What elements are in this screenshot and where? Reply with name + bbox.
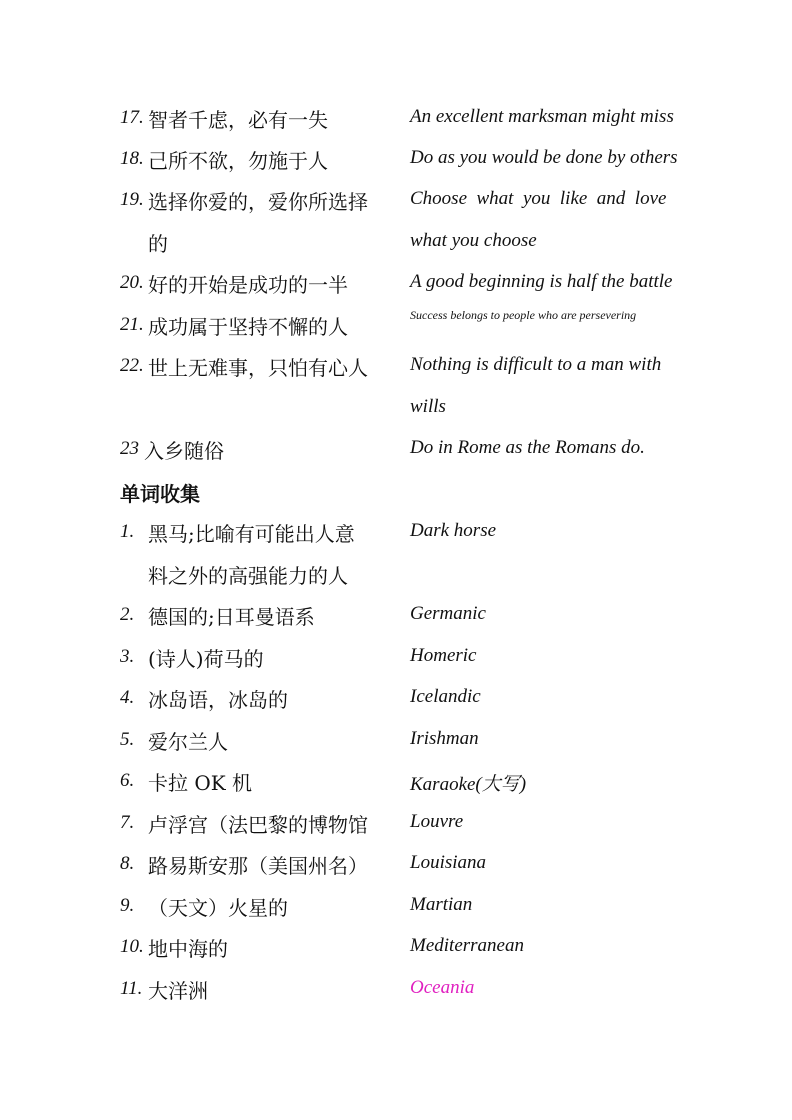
english-text: Louisiana bbox=[410, 852, 487, 873]
chinese-text: 好的开始是成功的一半 bbox=[148, 273, 348, 297]
chinese-text: 德国的;日耳曼语系 bbox=[148, 605, 315, 629]
vocab-row bbox=[0, 764, 792, 796]
english-text: A good beginning is half the battle bbox=[410, 271, 673, 292]
proverb-row bbox=[0, 349, 792, 381]
proverb-row bbox=[0, 101, 792, 133]
item-number: 20. bbox=[120, 272, 144, 293]
chinese-text: 黑马;比喻有可能出人意 bbox=[148, 522, 355, 546]
chinese-text: 卡拉 OK 机 bbox=[148, 771, 253, 795]
item-number: 3. bbox=[120, 646, 135, 667]
english-text: Martian bbox=[410, 894, 473, 915]
chinese-text: 智者千虑，必有一失 bbox=[148, 108, 328, 132]
item-number: 21. bbox=[120, 314, 144, 335]
chinese-text: （天文）火星的 bbox=[148, 896, 288, 920]
proverb-row bbox=[0, 183, 792, 215]
english-text: Do as you would be done by others bbox=[410, 147, 678, 168]
chinese-text: 大洋洲 bbox=[148, 979, 208, 1003]
chinese-text-continued: 料之外的高强能力的人 bbox=[148, 564, 348, 588]
vocab-row bbox=[0, 515, 792, 547]
item-number: 9. bbox=[120, 895, 135, 916]
english-text: Mediterranean bbox=[410, 935, 524, 956]
english-text: Choose what you like and love bbox=[410, 188, 667, 209]
item-number: 23 bbox=[120, 438, 139, 459]
chinese-text: (诗人)荷马的 bbox=[148, 647, 264, 671]
chinese-text: 地中海的 bbox=[148, 937, 228, 961]
english-text: Icelandic bbox=[410, 686, 481, 707]
item-number: 5. bbox=[120, 729, 135, 750]
chinese-text: 选择你爱的，爱你所选择 bbox=[148, 190, 368, 214]
chinese-text: 卢浮宫（法巴黎的博物馆 bbox=[148, 813, 368, 837]
english-text: An excellent marksman might miss bbox=[410, 106, 674, 127]
item-number: 8. bbox=[120, 853, 135, 874]
item-number: 1. bbox=[120, 521, 135, 542]
item-number: 2. bbox=[120, 604, 135, 625]
vocab-row bbox=[0, 640, 792, 672]
english-text-continued: what you choose bbox=[410, 230, 537, 251]
vocab-row bbox=[0, 889, 792, 921]
item-number: 17. bbox=[120, 107, 144, 128]
chinese-text: 入乡随俗 bbox=[144, 439, 224, 463]
proverb-row bbox=[0, 142, 792, 174]
english-text-continued: wills bbox=[410, 396, 446, 417]
item-number: 22. bbox=[120, 355, 144, 376]
vocab-row bbox=[0, 972, 792, 1004]
vocab-row bbox=[0, 723, 792, 755]
proverb-row bbox=[0, 266, 792, 298]
english-text: Germanic bbox=[410, 603, 486, 624]
english-text: Homeric bbox=[410, 645, 477, 666]
english-text: Dark horse bbox=[410, 520, 497, 541]
section-heading: 单词收集 bbox=[120, 482, 200, 506]
english-text: Irishman bbox=[410, 728, 479, 749]
proverb-row bbox=[0, 308, 792, 340]
vocab-row bbox=[0, 806, 792, 838]
english-text: Do in Rome as the Romans do. bbox=[410, 437, 645, 458]
item-number: 19. bbox=[120, 189, 144, 210]
chinese-text: 世上无难事，只怕有心人 bbox=[148, 356, 368, 380]
proverb-row-continuation bbox=[0, 225, 792, 257]
english-text: Karaoke(大写) bbox=[410, 774, 527, 795]
item-number: 4. bbox=[120, 687, 135, 708]
english-text: Success belongs to people who are persevering bbox=[410, 308, 637, 322]
chinese-text: 路易斯安那（美国州名） bbox=[148, 854, 368, 878]
vocab-row bbox=[0, 847, 792, 879]
item-number: 18. bbox=[120, 148, 144, 169]
vocab-row bbox=[0, 598, 792, 630]
chinese-text: 爱尔兰人 bbox=[148, 730, 228, 754]
english-text-highlighted: Oceania bbox=[410, 977, 475, 998]
vocab-row-continuation bbox=[0, 557, 792, 589]
english-text: Nothing is difficult to a man with bbox=[410, 354, 662, 375]
vocab-row bbox=[0, 681, 792, 713]
vocab-row bbox=[0, 930, 792, 962]
proverb-row-continuation bbox=[0, 391, 792, 423]
item-number: 10. bbox=[120, 936, 144, 957]
chinese-text: 己所不欲，勿施于人 bbox=[148, 149, 328, 173]
item-number: 7. bbox=[120, 812, 135, 833]
item-number: 6. bbox=[120, 770, 135, 791]
item-number: 11. bbox=[120, 978, 143, 999]
english-text: Louvre bbox=[410, 811, 464, 832]
chinese-text: 冰岛语，冰岛的 bbox=[148, 688, 288, 712]
chinese-text: 成功属于坚持不懈的人 bbox=[148, 315, 348, 339]
chinese-text-continued: 的 bbox=[148, 232, 168, 256]
proverb-row bbox=[0, 432, 792, 464]
